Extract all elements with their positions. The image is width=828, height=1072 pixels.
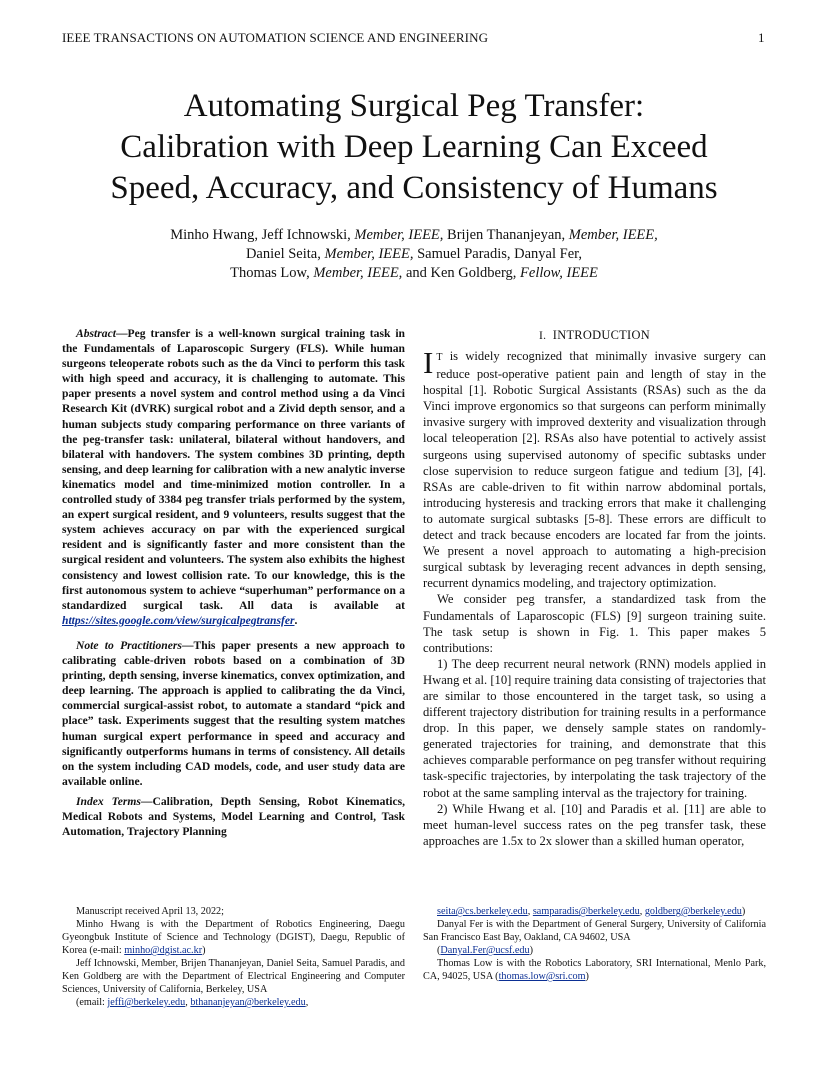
punctuation: ) (741, 906, 746, 917)
dropcap-rest: T (436, 352, 443, 363)
abstract-end: . (294, 613, 298, 627)
author-names: Minho Hwang, Jeff Ichnowski, (170, 227, 351, 243)
note-label: Note to Practitioners (76, 639, 182, 652)
punctuation: ) (202, 945, 206, 956)
email-link[interactable]: samparadis@berkeley.edu (532, 906, 640, 917)
email-link[interactable]: goldberg@berkeley.edu (644, 906, 742, 917)
dropcap-letter: I (423, 345, 434, 380)
author-affiliation: Member, IEEE, (313, 265, 403, 281)
footnotes-right (423, 905, 766, 983)
index-terms-text: —Calibration, Depth Sensing, Robot Kinematics, Medical Robots and Systems, Model Learning and Control, Task Automation, Trajectory Planning (62, 795, 405, 839)
footnote-received: Manuscript received April 13, 2022; (76, 906, 224, 917)
abstract-section (62, 326, 405, 628)
index-terms (62, 794, 405, 839)
author-affiliation: Member, IEEE, (354, 227, 444, 243)
author-names: Thomas Low, (230, 265, 310, 281)
email-link[interactable]: Danyal.Fer@ucsf.edu (440, 945, 530, 956)
footnote-fer-email (423, 944, 766, 957)
punctuation: ( (437, 945, 441, 956)
author-names: Daniel Seita, (245, 246, 321, 262)
abstract-label: Abstract (76, 327, 116, 340)
introduction-body (423, 345, 766, 849)
intro-paragraph-3: 1) The deep recurrent neural network (RNN) models applied in Hwang et al. [10] require training data consisting of trajectories that are similar to those encountered in the target task, so using a different trajectory distribution for training results in a performance drop. In this paper, we densely sample states on randomly-generated trajectories for training, and demonstrate that this achieves comparable performance on peg transfer without requiring task-specific trajectories, by interpolating the task trajectory of the robot at the same sampling interval as the trajectory for training. (423, 656, 766, 800)
section-title: INTRODUCTION (552, 328, 650, 342)
email-link[interactable]: bthananjeyan@berkeley.edu (190, 997, 306, 1008)
note-text: —This paper presents a new approach to calibrating cable-driven robots based on a combination of 3D printing, depth sensing, inverse kinematics, convex optimization, and deep learning. The approach is applied to calibrating the da Vinci, commercial surgical-assist robot, to automate a standard “pick and place” task. Experiments suggest that the resulting system matches human surgical expert performance in speed and accuracy and significantly outperforms humans in terms of consistency. All details on the system including CAD models, code, and user study data are available online. (62, 639, 406, 788)
footnotes-left (62, 905, 405, 1009)
footnote-hwang-text: Minho Hwang is with the Department of Robotics Engineering, Daegu Gyeongbuk Institute of Science and Technology (DGIST), Daegu, Republic of Korea (e-mail: (62, 919, 405, 956)
title-line-3: Speed, Accuracy, and Consistency of Humans (110, 170, 718, 206)
punctuation: ) (529, 945, 533, 956)
author-line-2 (60, 245, 768, 264)
section-heading-introduction (423, 328, 766, 343)
email-link[interactable]: jeffi@berkeley.edu (107, 997, 186, 1008)
author-names: and Ken Goldberg, (405, 265, 517, 281)
project-link[interactable]: https://sites.google.com/view/surgicalpegtransfer (62, 613, 295, 627)
punctuation: , (185, 997, 188, 1008)
author-affiliation: Member, IEEE, (568, 227, 658, 243)
journal-header: IEEE TRANSACTIONS ON AUTOMATION SCIENCE AND ENGINEERING (62, 30, 489, 45)
author-affiliation: Member, IEEE, (324, 246, 414, 262)
footnote-emails-cont (423, 905, 766, 918)
intro-paragraph-4: 2) While Hwang et al. [10] and Paradis et al. [11] are able to meet human-level success rates on the peg transfer task, these approaches are 1.5x to 2x slower than a skilled human operator, (423, 801, 766, 848)
email-link[interactable]: seita@cs.berkeley.edu (437, 906, 528, 917)
author-names: Samuel Paradis, Danyal Fer, (417, 246, 583, 262)
title-line-2: Calibration with Deep Learning Can Exceed (120, 129, 708, 165)
footnote-low-text: Thomas Low is with the Robotics Laboratory, SRI International, Menlo Park, CA, 94025, USA ( (423, 958, 766, 982)
author-affiliation: Fellow, IEEE (520, 265, 598, 281)
index-terms-label: Index Terms (76, 795, 141, 808)
email-link[interactable]: thomas.low@sri.com (498, 971, 586, 982)
author-line-3 (60, 264, 768, 283)
paper-title (60, 86, 768, 209)
abstract-text: —Peg transfer is a well-known surgical training task in the Fundamentals of Laparoscopic Surgery (FLS). While human surgeons teleoperate robots such as the da Vinci to perform this task with high speed and accuracy, it is challenging to automate. This paper presents a novel system and control method using a da Vinci Research Kit (dVRK) surgical robot and a Zivid depth sensor, and a human subjects study comparing performance on three variants of the peg-transfer task: unilateral, bilateral without handovers, and bilateral with handovers. The system combines 3D printing, depth sensing, and deep learning for calibration with a new analytic inverse kinematics model and time-minimized motion controller. In a controlled study of 3384 peg transfer trials performed by the system, an expert surgical resident, and 9 volunteers, results suggest that the system achieves accuracy on par with the experienced surgical resident and is significantly faster and more consistent than the surgical resident and volunteers. The system also exhibits the highest consistency and lowest collision rate. To our knowledge, this is the first autonomous system to achieve “superhuman” performance on a standardized surgical task. All data is available at (62, 327, 405, 612)
footnote-fer: Danyal Fer is with the Department of General Surgery, University of California San Francisco East Bay, Oakland, CA 94602, USA (423, 919, 766, 943)
footnote-hwang (62, 918, 405, 957)
punctuation: , (639, 906, 643, 917)
page-number: 1 (758, 30, 765, 45)
punctuation: , (305, 997, 309, 1008)
punctuation: , (527, 906, 531, 917)
email-prefix: (email: (76, 997, 105, 1008)
email-link[interactable]: minho@dgist.ac.kr (124, 945, 203, 956)
author-names: Brijen Thananjeyan, (447, 227, 566, 243)
note-to-practitioners (62, 638, 405, 789)
title-line-1: Automating Surgical Peg Transfer: (183, 88, 645, 124)
footnote-others: Jeff Ichnowski, Member, Brijen Thananjeyan, Daniel Seita, Samuel Paradis, and Ken Goldberg are with the Department of Electrical Engineering and Computer Sciences, University of California, Berkeley, USA (62, 958, 405, 995)
punctuation: ) (585, 971, 589, 982)
footnote-emails (62, 996, 405, 1009)
author-list (60, 226, 768, 283)
section-number: I. (539, 329, 547, 342)
author-line-1 (60, 226, 768, 245)
footnote-low (423, 957, 766, 983)
intro-paragraph-1: is widely recognized that minimally invasive surgery can reduce post-operative patient pain and length of stay in the hospital [1]. Robotic Surgical Assistants (RSAs) such as the da Vinci improve ergonomics so that surgeons can perform minimally invasive surgery with improved dexterity and visualization through local teleoperation [2]. RSAs also have potential to actively assist surgeons using supervised autonomy of specific subtasks under close supervision to reduce surgeon fatigue and tedium [3], [4]. RSAs are cable-driven to fit within narrow abdominal portals, introducing hysteresis and tracking errors that make it challenging to automate surgical subtasks [5-8]. These errors are difficult to detect and track because encoders are located far from the joints. We present a novel approach to automating a high-precision surgical subtask by leveraging recent advances in depth sensing, recurrent dynamics modeling, and trajectory optimization. (423, 349, 766, 591)
intro-paragraph-2: We consider peg transfer, a standardized task from the Fundamentals of Laparoscopic (FLS) [9] surgeon training suite. The task setup is shown in Fig. 1. This paper makes 5 contributions: (423, 592, 766, 655)
